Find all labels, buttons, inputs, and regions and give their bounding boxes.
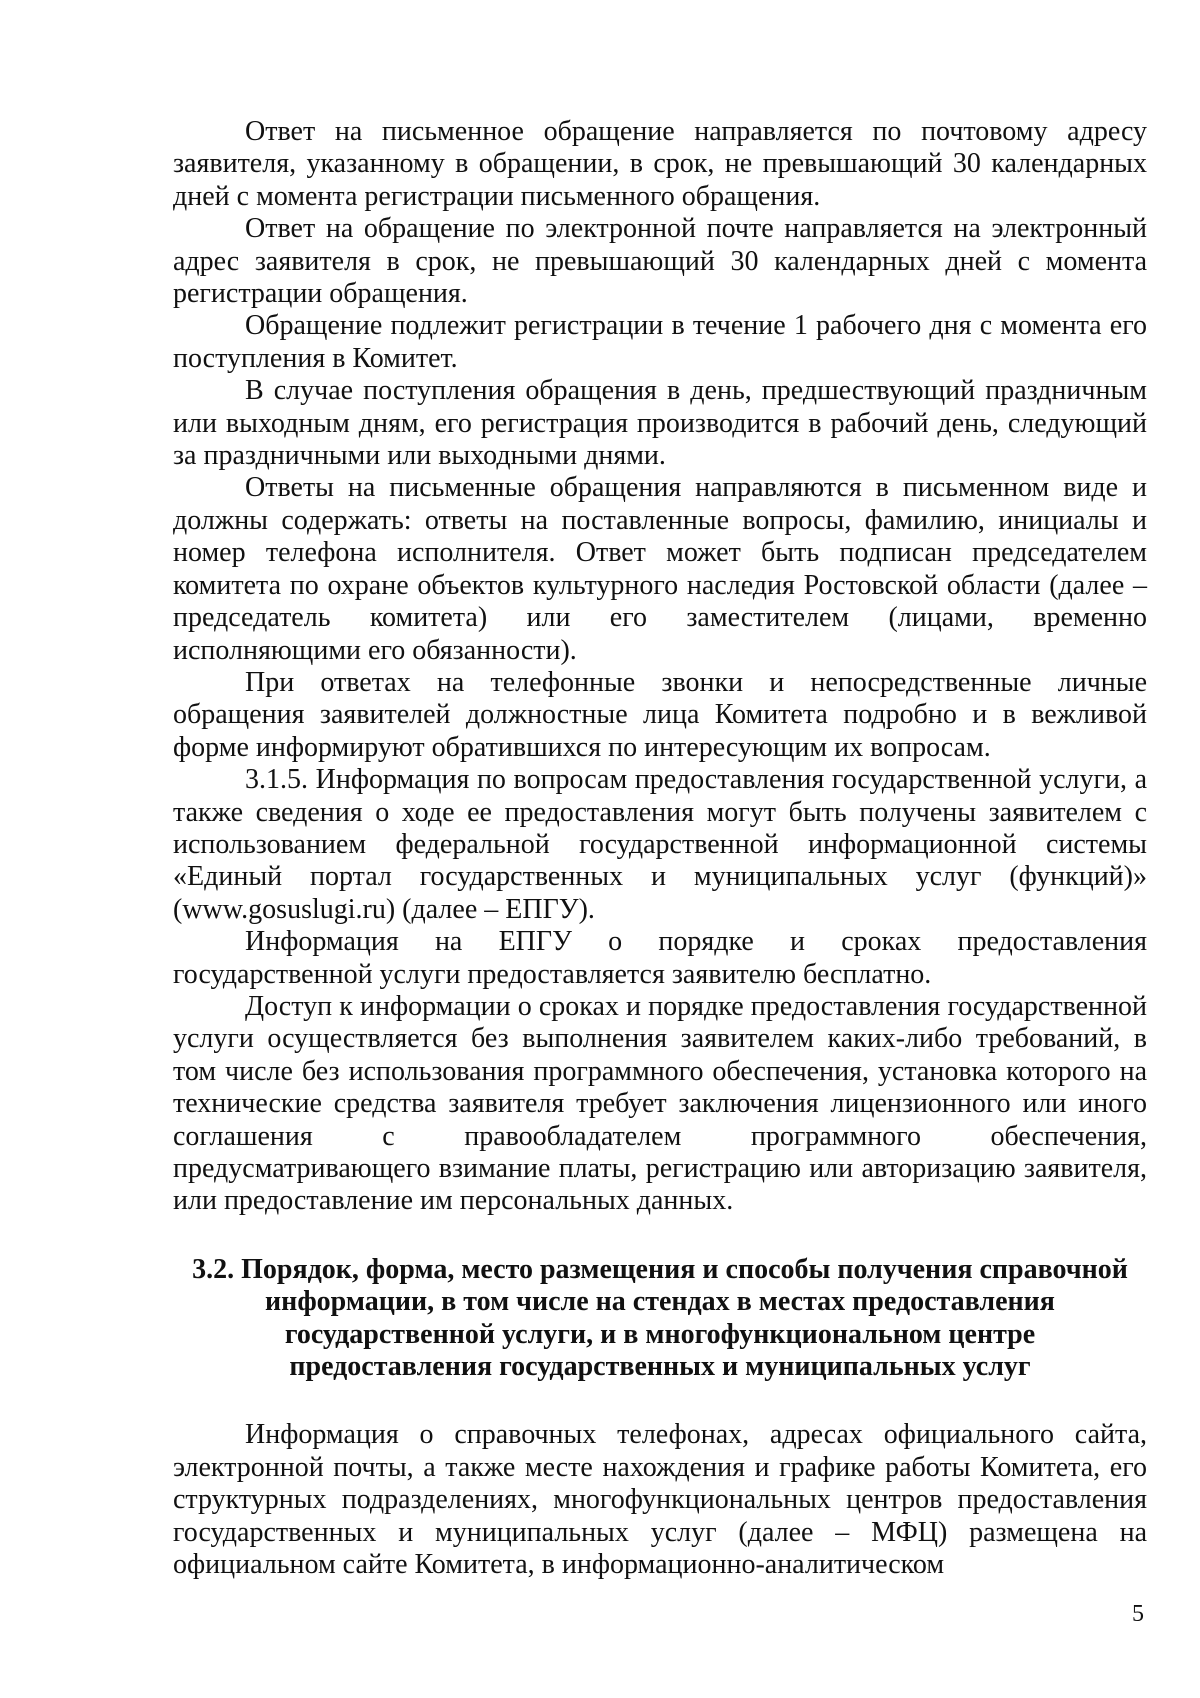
paragraph-registration: Обращение подлежит регистрации в течение 1 рабочего дня с момента его поступления в Комитет. xyxy=(173,310,1147,374)
heading-line: информации, в том числе на стендах в местах предоставления xyxy=(265,1286,1055,1318)
paragraph-email-reply: Ответ на обращение по электронной почте направляется на электронный адрес заявителя в срок, не превышающий 30 календарных дней с момента регистрации обращения. xyxy=(173,213,1147,310)
paragraph-phone-calls: При ответах на телефонные звонки и непосредственные личные обращения заявителей должностные лица Комитета подробно и в вежливой форме информируют обратившихся по интересующим их вопросам. xyxy=(173,666,1147,763)
document-body xyxy=(173,116,1147,1581)
heading-line: государственной услуги, и в многофункциональном центре xyxy=(284,1318,1036,1350)
paragraph-epgu-free: Информация на ЕПГУ о порядке и сроках предоставления государственной услуги предоставляется заявителю бесплатно. xyxy=(173,926,1147,990)
paragraph-access-info: Доступ к информации о сроках и порядке предоставления государственной услуги осуществляется без выполнения заявителем каких-либо требований, в том числе без использования программного обеспечения, установка которого на технические средства заявителя требует заключения лицензионного или иного соглашения с правообладателем программного обеспечения, предусматривающего взимание платы, регистрацию или авторизацию заявителя, или предоставление им персональных данных. xyxy=(173,990,1147,1217)
heading-line: 3.2. Порядок, форма, место размещения и способы получения справочной xyxy=(192,1253,1128,1285)
paragraph-holiday-registration: В случае поступления обращения в день, предшествующий праздничным или выходным дням, его регистрация производится в рабочий день, следующий за праздничными или выходными днями. xyxy=(173,375,1147,472)
section-heading-3-2 xyxy=(173,1254,1147,1384)
paragraph-reference-info: Информация о справочных телефонах, адресах официального сайта, электронной почты, а также месте нахождения и графике работы Комитета, его структурных подразделениях, многофункциональных центров предоставления государственных и муниципальных услуг (далее – МФЦ) размещена на официальном сайте Комитета, в информационно-аналитическом xyxy=(173,1419,1147,1581)
paragraph-written-reply: Ответ на письменное обращение направляется по почтовому адресу заявителя, указанному в обращении, в срок, не превышающий 30 календарных дней с момента регистрации письменного обращения. xyxy=(173,116,1147,212)
paragraph-epgu-info: 3.1.5. Информация по вопросам предоставления государственной услуги, а также сведения о ходе ее предоставления могут быть получены заявителем с использованием федеральной государственной информационной системы «Единый портал государственных и муниципальных услуг (функций)» (www.gosuslugi.ru) (далее – ЕПГУ). xyxy=(173,764,1147,925)
paragraph-reply-content: Ответы на письменные обращения направляются в письменном виде и должны содержать: ответы на поставленные вопросы, фамилию, инициалы и номер телефона исполнителя. Ответ может быть подписан председателем комитета по охране объектов культурного наследия Ростовской области (далее – председатель комитета) или его заместителем (лицами, временно исполняющими его обязанности). xyxy=(173,472,1147,666)
heading-line: предоставления государственных и муниципальных услуг xyxy=(289,1351,1031,1383)
page-number: 5 xyxy=(1132,1601,1144,1627)
